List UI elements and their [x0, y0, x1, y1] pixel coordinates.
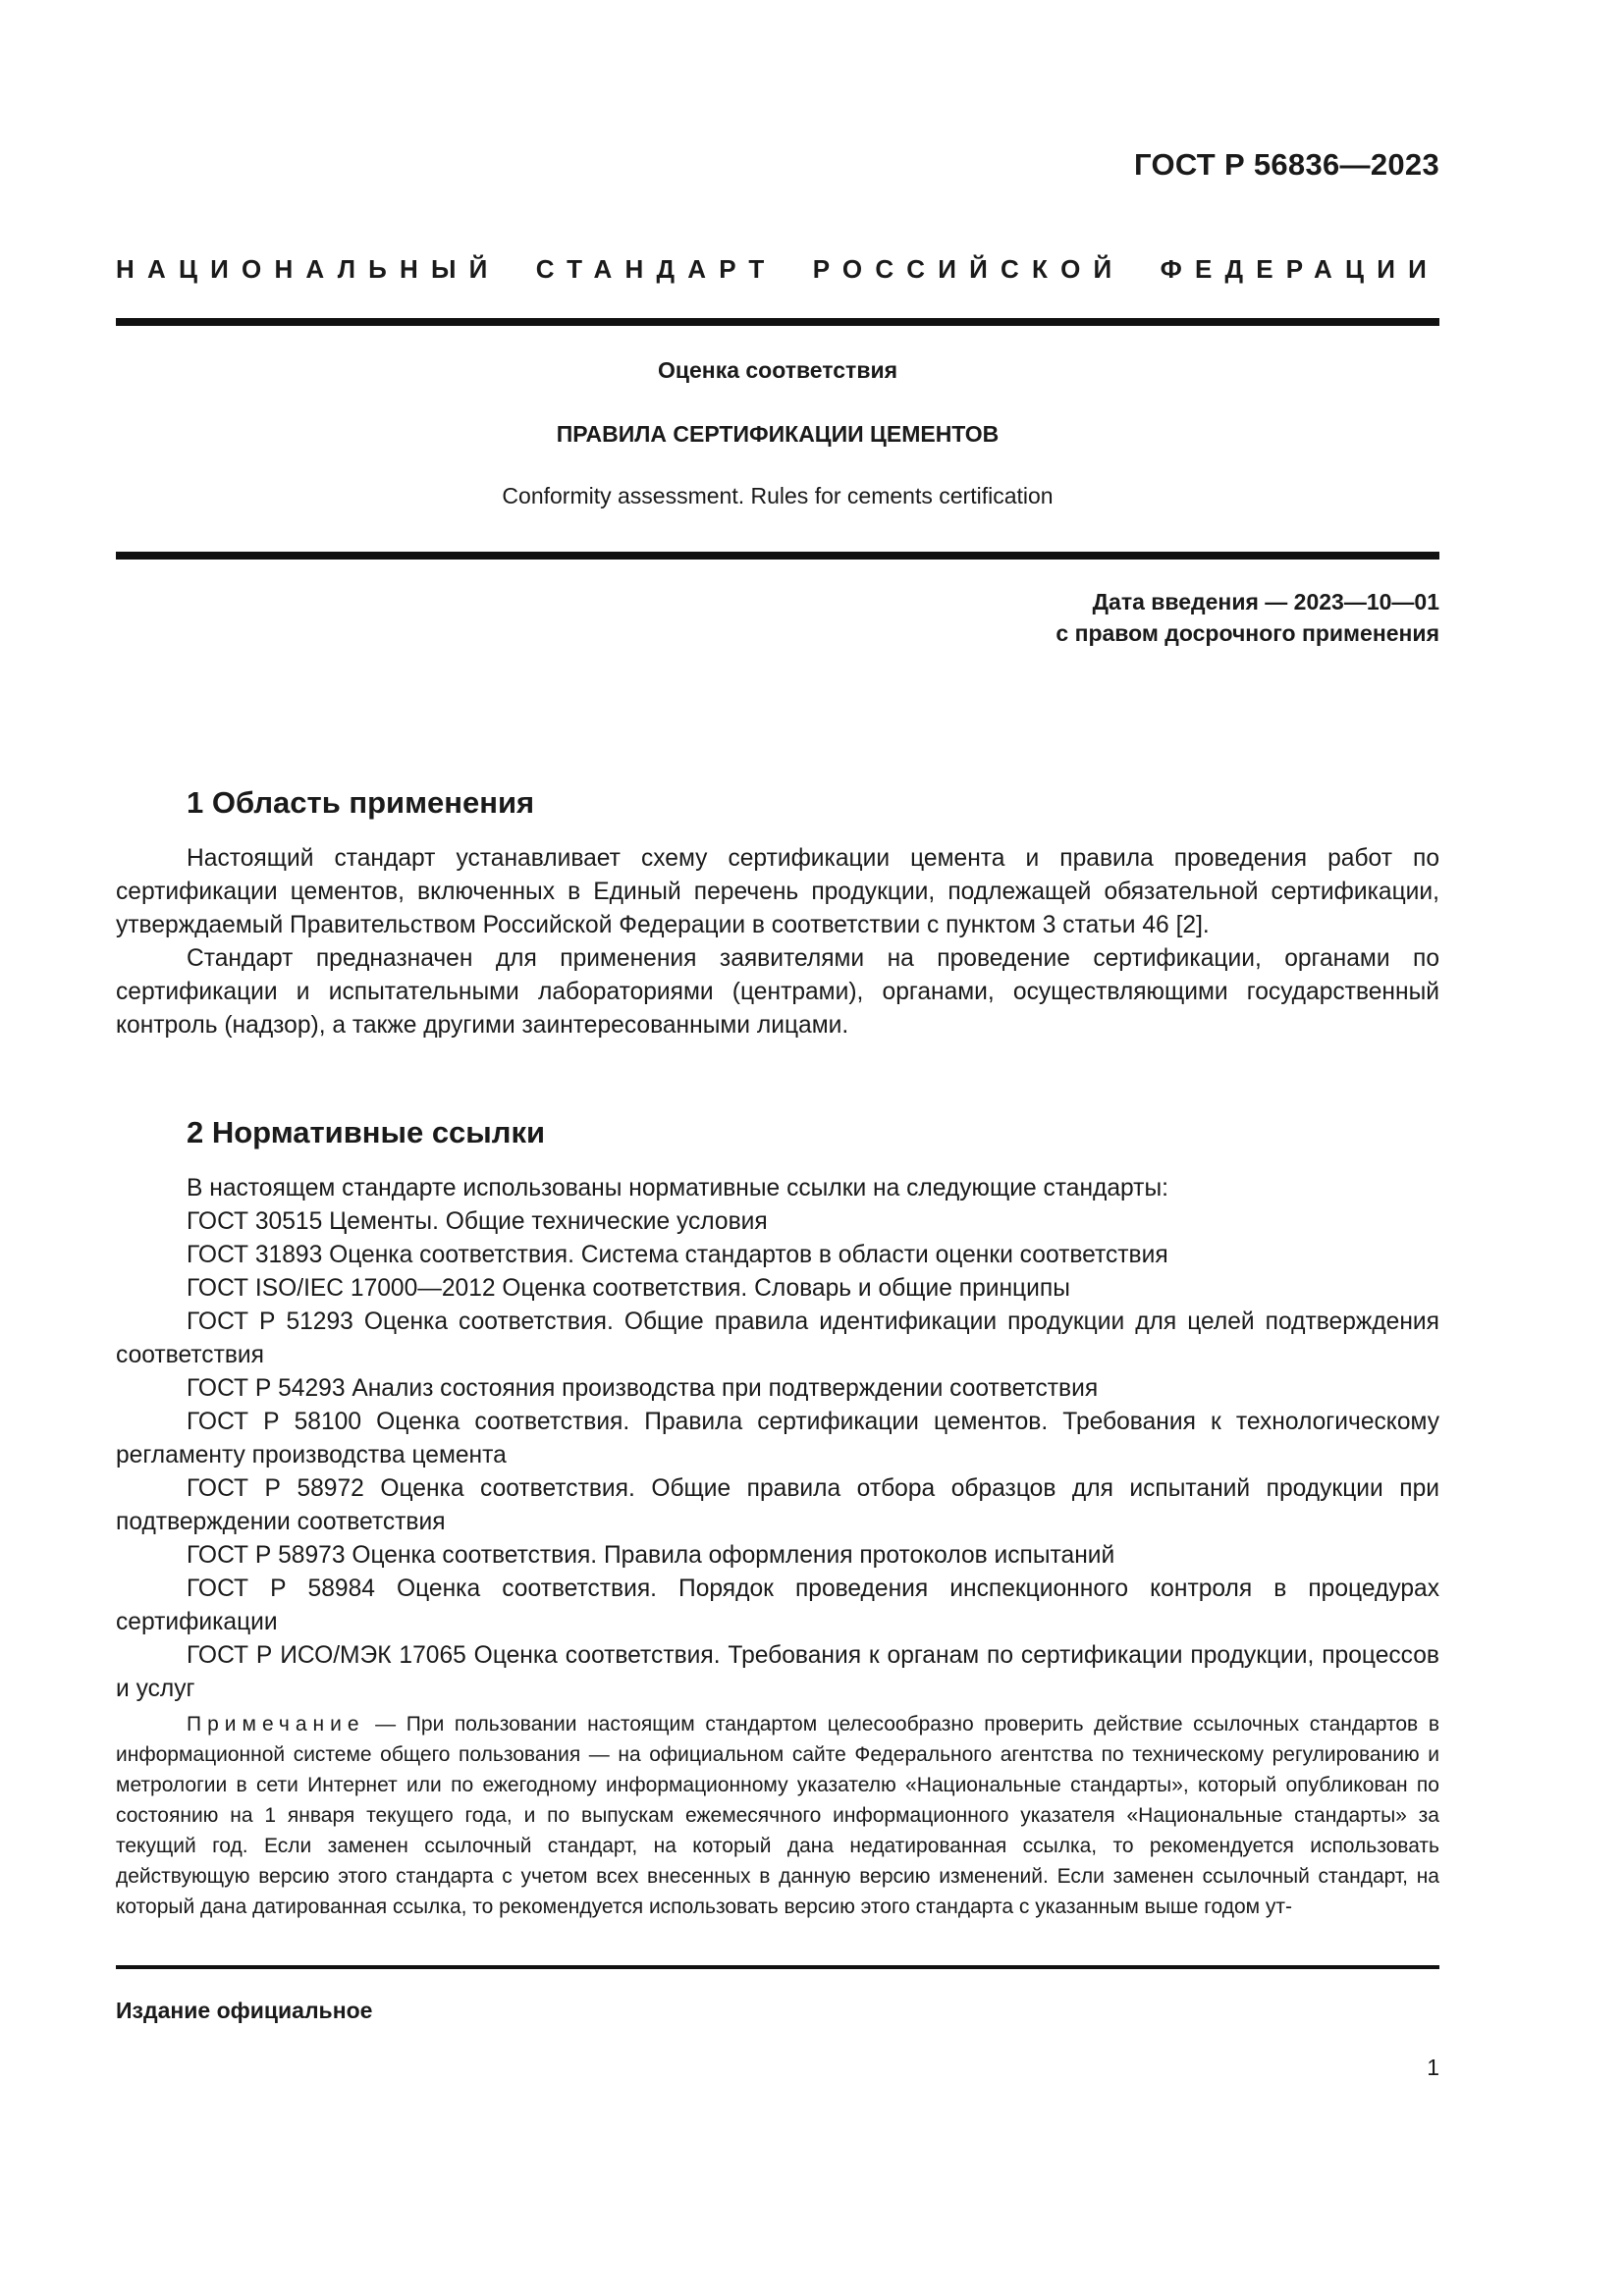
- top-rule: [116, 318, 1439, 326]
- section-1-body: [116, 842, 1439, 1042]
- section-2-heading: 2 Нормативные ссылки: [187, 1115, 546, 1149]
- reference-item: ГОСТ Р 58984 Оценка соответствия. Порядок проведения инспекционного контроля в процедурах сертификации: [116, 1575, 1439, 1635]
- early-application-line: с правом досрочного применения: [1056, 620, 1439, 646]
- reference-item: ГОСТ ISO/IEC 17000—2012 Оценка соответствия. Словарь и общие принципы: [187, 1275, 1070, 1302]
- page-number: 1: [1427, 2055, 1439, 2080]
- reference-item: ГОСТ 31893 Оценка соответствия. Система стандартов в области оценки соответствия: [187, 1242, 1168, 1268]
- paragraph: Настоящий стандарт устанавливает схему сертификации цемента и правила проведения работ по сертификации цементов, включенных в Единый перечень продукции, подлежащей обязательной сертификации, утверждаемый Правительством Российской Федерации в соответствии с пунктом 3 статьи 46 [2].: [116, 845, 1439, 938]
- reference-item: ГОСТ Р 58972 Оценка соответствия. Общие правила отбора образцов для испытаний продукции при подтверждении соответствия: [116, 1475, 1439, 1535]
- english-title: Conformity assessment. Rules for cements certification: [502, 483, 1054, 508]
- title-bottom-rule: [116, 552, 1439, 560]
- reference-item: ГОСТ 30515 Цементы. Общие технические условия: [187, 1208, 768, 1235]
- note-paragraph: [116, 1709, 1439, 1922]
- reference-item: ГОСТ Р 54293 Анализ состояния производства при подтверждении соответствия: [187, 1375, 1099, 1402]
- introduction-date: [1056, 586, 1439, 649]
- section-2-body: [116, 1172, 1439, 1706]
- standard-number: ГОСТ Р 56836—2023: [1134, 147, 1439, 182]
- note-text: — При пользовании настоящим стандартом целесообразно проверить действие ссылочных стандартов в информационной системе общего пользования — на официальном сайте Федерального агентства по техническому регулированию и метрологии в сети Интернет или по ежегодному информационному указателю «Национальные стандарты», который опубликован по состоянию на 1 января текущего года, и по выпускам ежемесячного информационного указателя «Национальные стандарты» за текущий год. Если заменен ссылочный стандарт, на который дана недатированная ссылка, то рекомендуется использовать действующую версию этого стандарта с учетом всех внесенных в данную версию изменений. Если заменен ссылочный стандарт, на который дана датированная ссылка, то рекомендуется использовать версию этого стандарта с указанным выше годом ут-: [116, 1713, 1439, 1918]
- document-title: ПРАВИЛА СЕРТИФИКАЦИИ ЦЕМЕНТОВ: [556, 421, 1000, 447]
- references-intro: В настоящем стандарте использованы нормативные ссылки на следующие стандарты:: [187, 1175, 1168, 1201]
- section-1-heading: 1 Область применения: [187, 785, 535, 820]
- note-block: [116, 1709, 1439, 1922]
- footer-rule: [116, 1965, 1439, 1969]
- document-subject: Оценка соответствия: [657, 357, 898, 383]
- paragraph: Стандарт предназначен для применения заявителями на проведение сертификации, органами по сертификации и испытательными лабораториями (центрами), органами, осуществляющими государственный контроль (надзор), а также другими заинтересованными лицами.: [116, 945, 1439, 1039]
- reference-item: ГОСТ Р 58100 Оценка соответствия. Правила сертификации цементов. Требования к технологическому регламенту производства цемента: [116, 1409, 1439, 1468]
- national-standard-banner: НАЦИОНАЛЬНЫЙ СТАНДАРТ РОССИЙСКОЙ ФЕДЕРАЦИИ: [116, 254, 1439, 284]
- reference-item: ГОСТ Р 58973 Оценка соответствия. Правила оформления протоколов испытаний: [187, 1542, 1115, 1569]
- note-label: Примечание: [187, 1713, 365, 1735]
- reference-item: ГОСТ Р 51293 Оценка соответствия. Общие правила идентификации продукции для целей подтверждения соответствия: [116, 1308, 1439, 1368]
- reference-item: ГОСТ Р ИСО/МЭК 17065 Оценка соответствия. Требования к органам по сертификации продукции, процессов и услуг: [116, 1642, 1439, 1702]
- official-edition-label: Издание официальное: [116, 1998, 373, 2023]
- introduction-date-line: Дата введения — 2023—10—01: [1092, 589, 1439, 614]
